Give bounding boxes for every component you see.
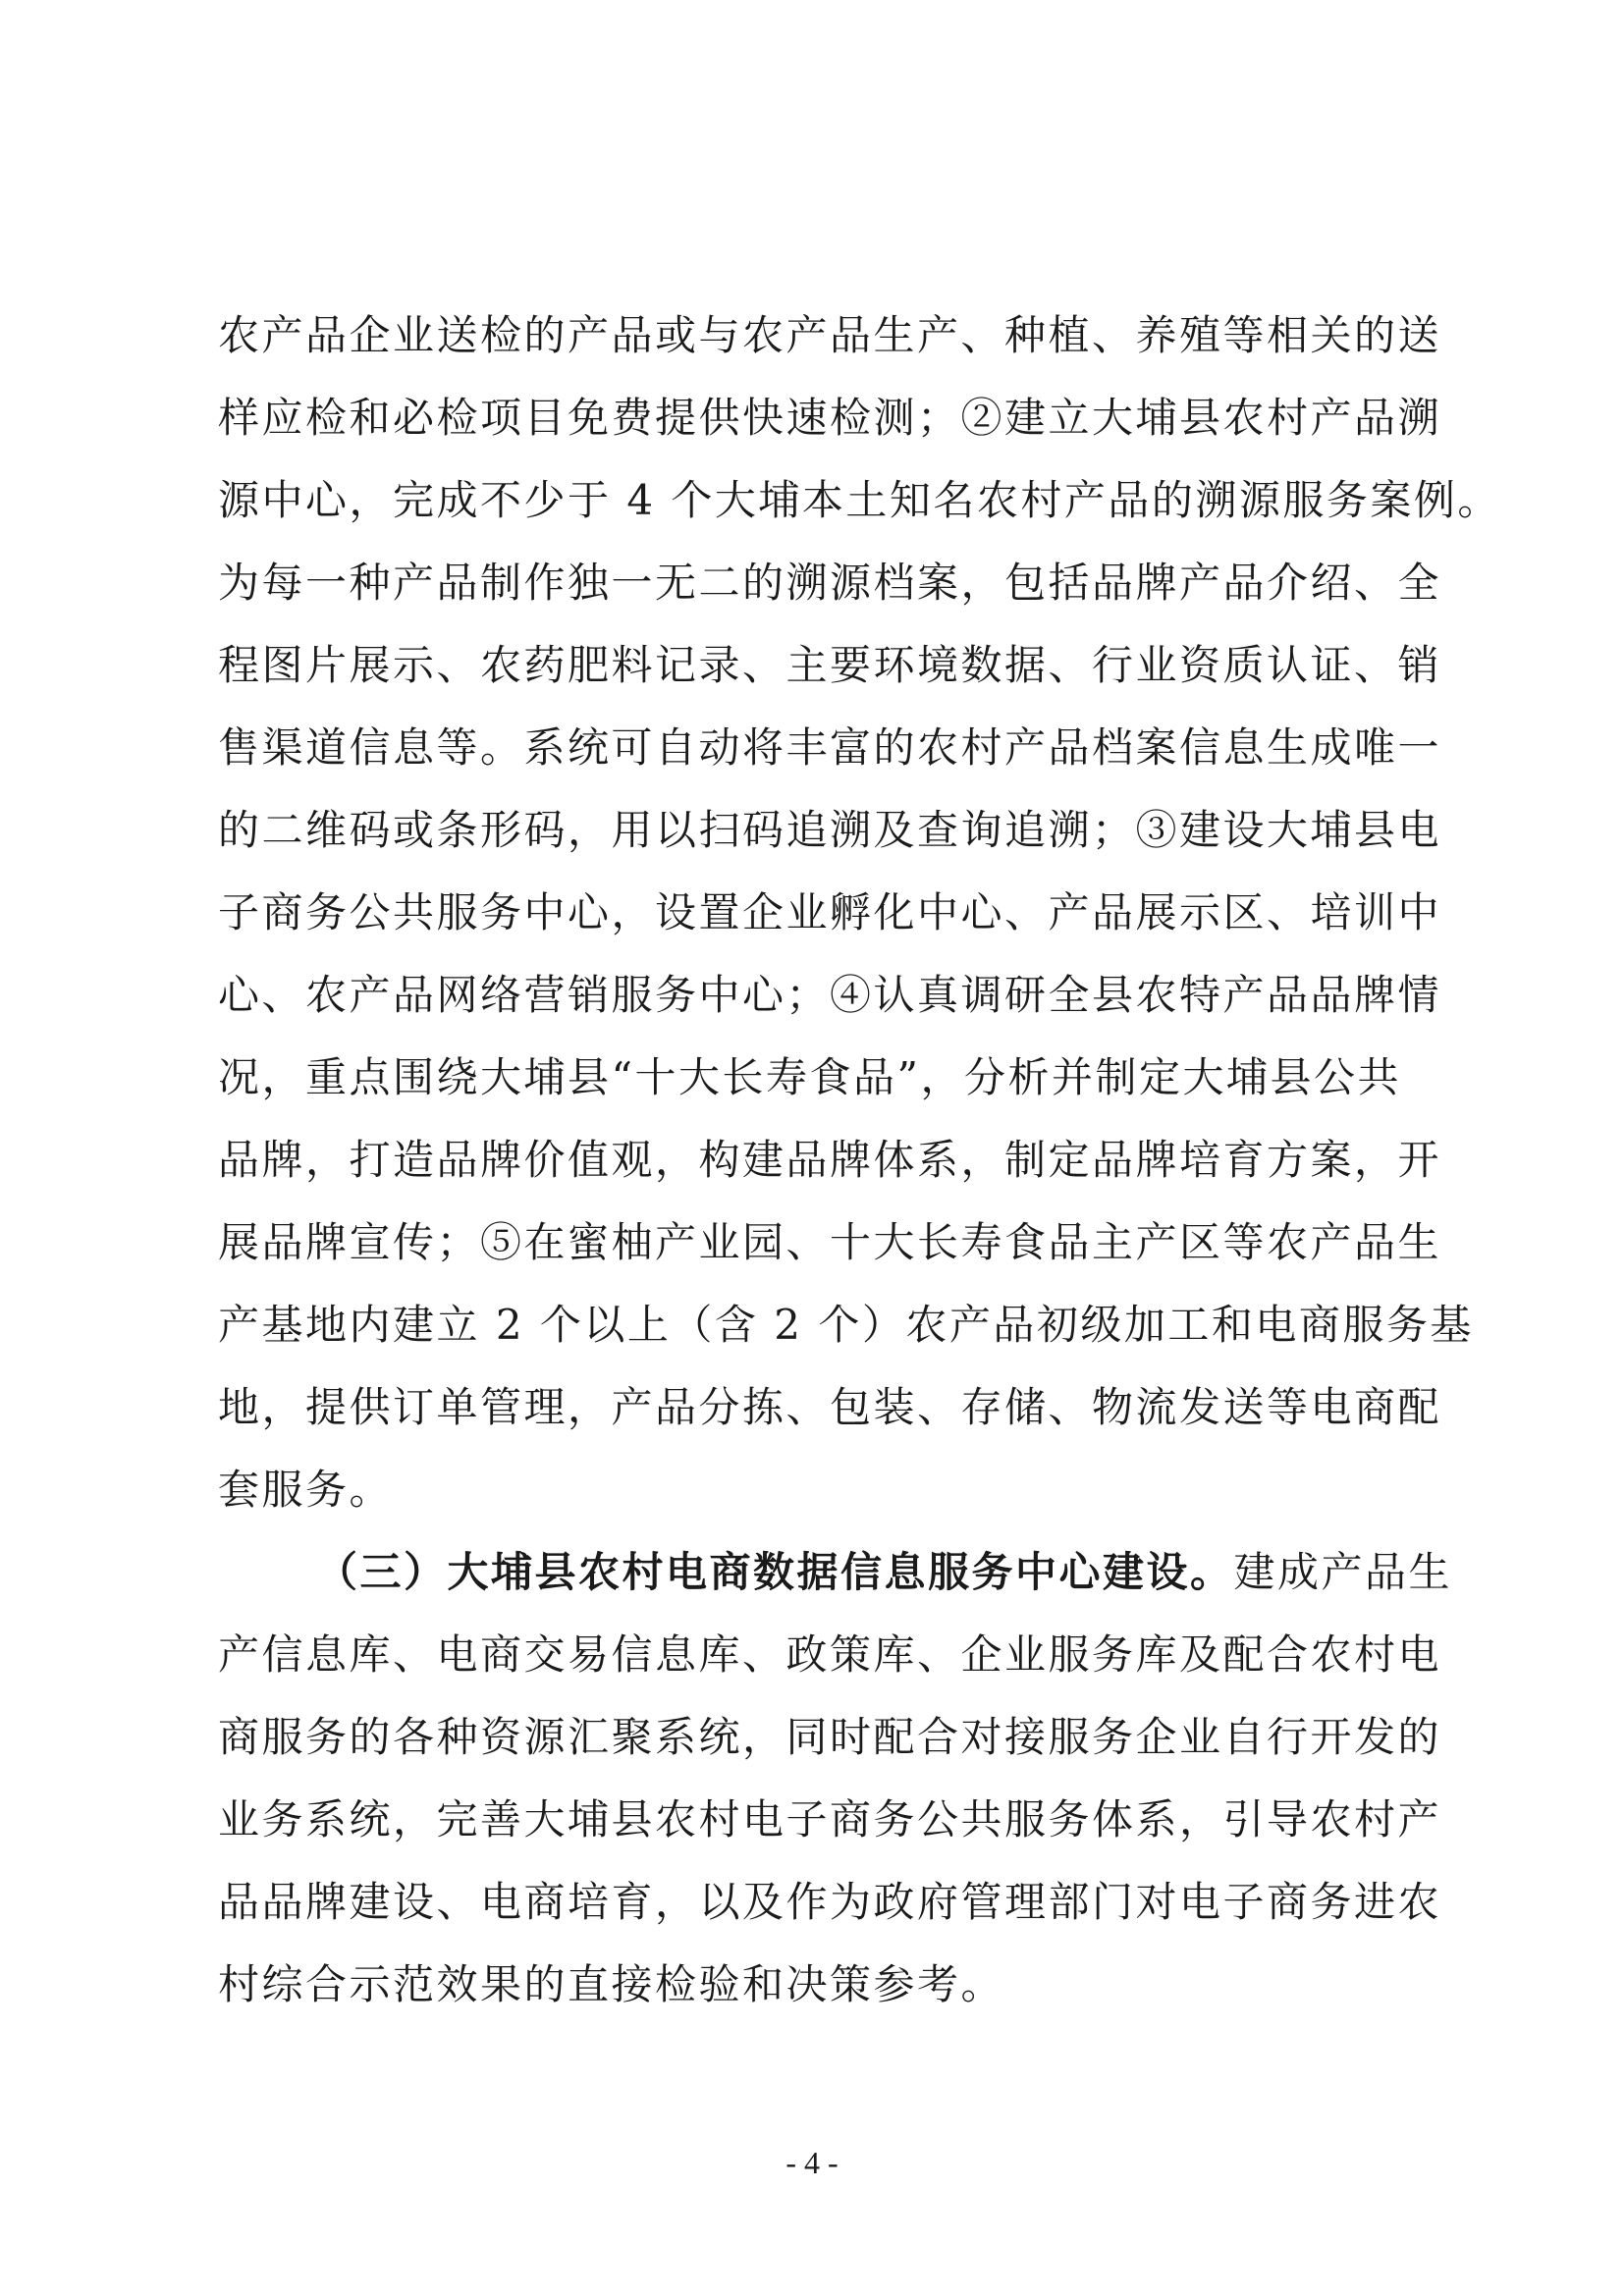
- paragraph-line: 村综合示范效果的直接检验和决策参考。: [218, 1960, 1005, 2008]
- paragraph-line: 程图片展示、农药肥料记录、主要环境数据、行业资质认证、销: [218, 641, 1442, 689]
- paragraph-line: 商服务的各种资源汇聚系统，同时配合对接服务企业自行开发的: [218, 1713, 1442, 1761]
- paragraph-line: 农产品企业送检的产品或与农产品生产、种植、养殖等相关的送: [218, 311, 1442, 359]
- paragraph-line: 心、农产品网络营销服务中心；④认真调研全县农特产品品牌情: [218, 971, 1442, 1019]
- paragraph-line: 品牌，打造品牌价值观，构建品牌体系，制定品牌培育方案，开: [218, 1136, 1442, 1184]
- paragraph-line: 产信息库、电商交易信息库、政策库、企业服务库及配合农村电: [218, 1630, 1442, 1679]
- paragraph-line: 套服务。: [218, 1466, 394, 1514]
- section-3: [218, 1531, 1453, 2026]
- paragraph-line: 子商务公共服务中心，设置企业孵化中心、产品展示区、培训中: [218, 888, 1442, 936]
- paragraph-line: 况，重点围绕大埔县“十大长寿食品”，分析并制定大埔县公共: [218, 1053, 1401, 1101]
- section-3-heading: （三）大埔县农村电商数据信息服务中心建设。: [316, 1548, 1234, 1596]
- paragraph-line: 品品牌建设、电商培育，以及作为政府管理部门对电子商务进农: [218, 1878, 1442, 1926]
- paragraph-line: 为每一种产品制作独一无二的溯源档案，包括品牌产品介绍、全: [218, 559, 1442, 607]
- paragraph-1: [218, 294, 1501, 1531]
- paragraph-line: 源中心，完成不少于 4 个大埔本土知名农村产品的溯源服务案例。: [218, 476, 1501, 524]
- paragraph-line: 产基地内建立 2 个以上（含 2 个）农产品初级加工和电商服务基: [218, 1301, 1474, 1349]
- section-3-heading-rest: 建成产品生: [1233, 1548, 1453, 1596]
- paragraph-line: 售渠道信息等。系统可自动将丰富的农村产品档案信息生成唯一: [218, 723, 1442, 772]
- paragraph-line: 的二维码或条形码，用以扫码追溯及查询追溯；③建设大埔县电: [218, 806, 1442, 854]
- section-3-first-line: [218, 1531, 1453, 1614]
- paragraph-line: 业务系统，完善大埔县农村电子商务公共服务体系，引导农村产: [218, 1795, 1442, 1843]
- paragraph-line: 地，提供订单管理，产品分拣、包装、存储、物流发送等电商配: [218, 1383, 1442, 1431]
- body-text: [218, 294, 1501, 2026]
- paragraph-line: 样应检和必检项目免费提供快速检测；②建立大埔县农村产品溯: [218, 394, 1442, 442]
- page-number: - 4 -: [785, 2145, 839, 2180]
- paragraph-line: 展品牌宣传；⑤在蜜柚产业园、十大长寿食品主产区等农产品生: [218, 1218, 1442, 1266]
